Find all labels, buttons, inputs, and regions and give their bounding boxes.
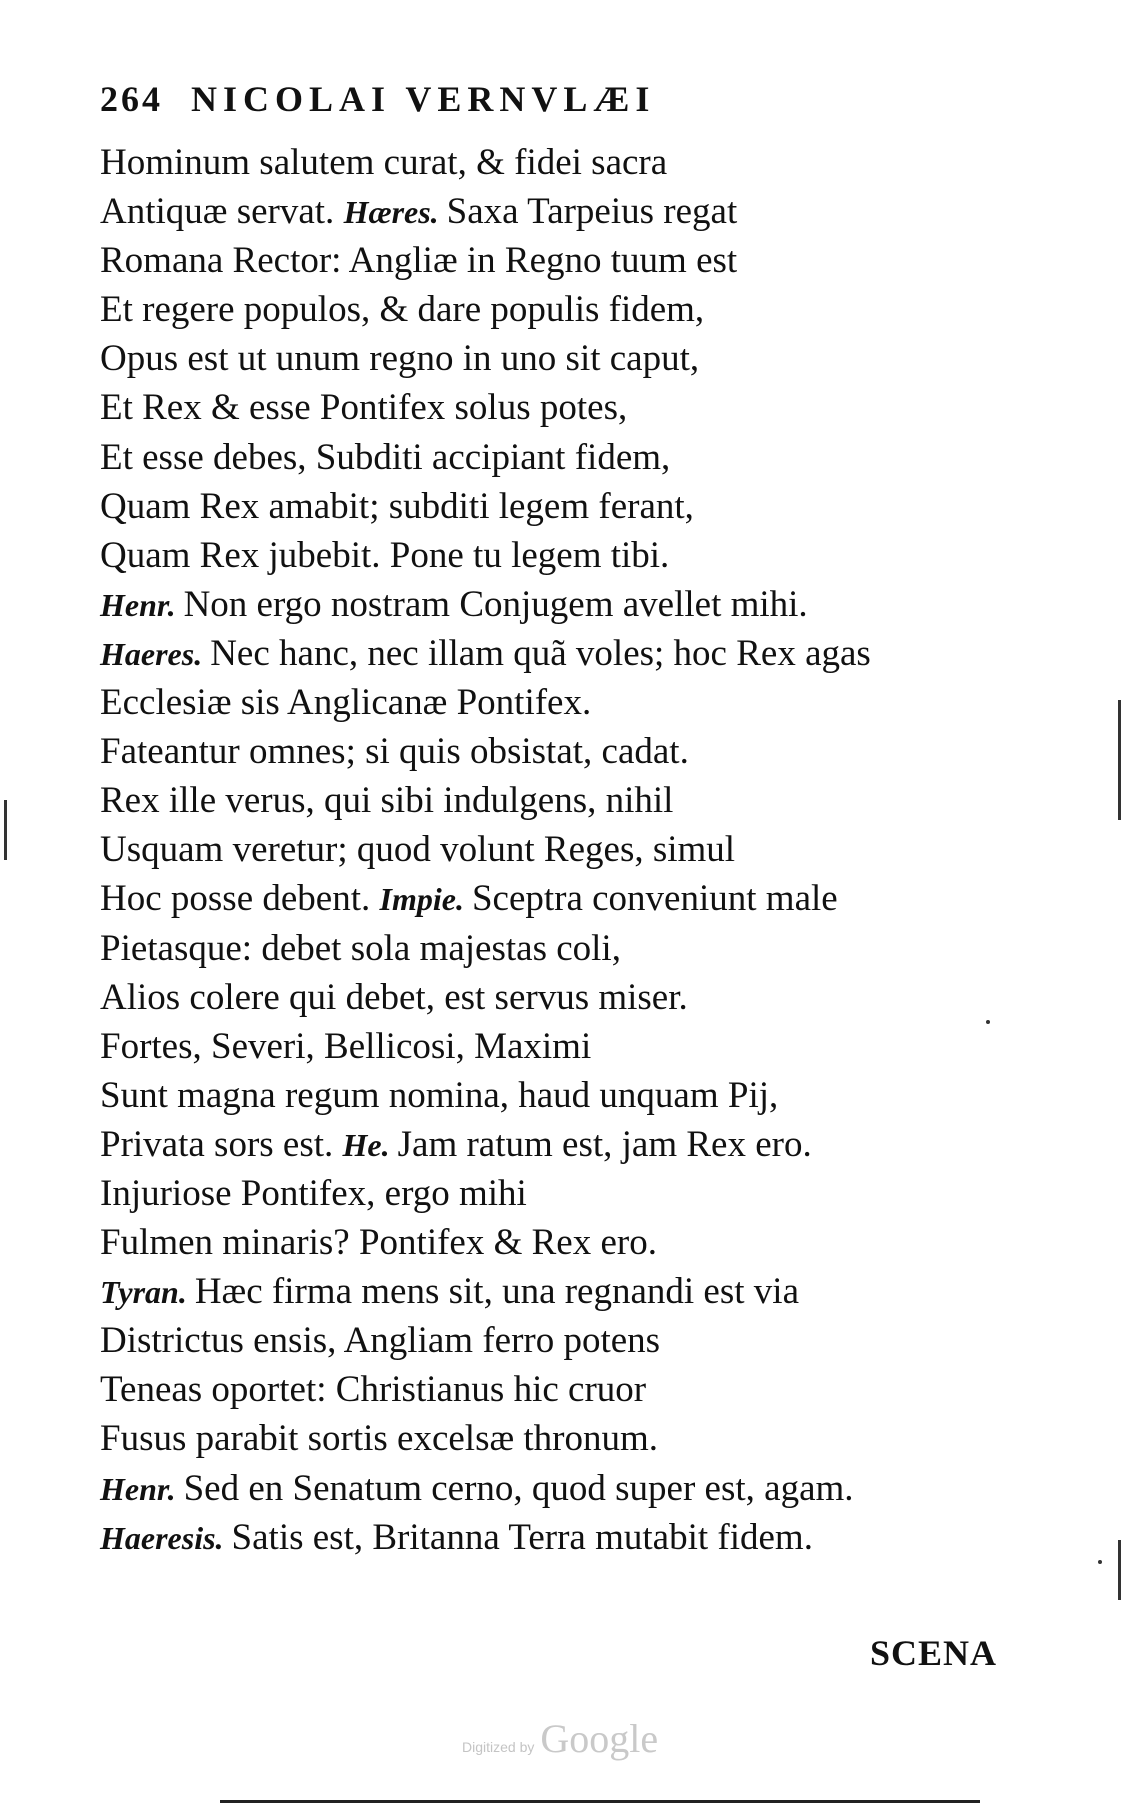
page-number: 264 xyxy=(100,79,163,119)
verse-line xyxy=(100,1267,1020,1316)
speaker-label: Tyran. xyxy=(100,1274,187,1311)
verse-line xyxy=(100,580,1020,629)
verse-line xyxy=(100,1414,1020,1463)
verse-line xyxy=(100,383,1020,432)
verse-text: Sceptra conveniunt male xyxy=(471,878,838,920)
verse-text: Et regere populos, & dare populis fidem, xyxy=(100,289,705,331)
verse-line xyxy=(100,678,1020,727)
verse-line xyxy=(100,187,1020,236)
digitized-watermark xyxy=(462,1715,658,1762)
verse-line xyxy=(100,1365,1020,1414)
stray-dot xyxy=(986,1020,990,1024)
verse-line xyxy=(100,1022,1020,1071)
catchword: SCENA xyxy=(869,1633,997,1673)
verse-text: Hoc posse debent. xyxy=(100,878,371,920)
running-title: NICOLAI VERNVLÆI xyxy=(191,79,656,119)
verse-text: Romana Rector: Angliæ in Regno tuum est xyxy=(100,240,738,282)
verse-text: Quam Rex jubebit. Pone tu legem tibi. xyxy=(100,534,670,576)
verse-line xyxy=(100,973,1020,1022)
verse-line xyxy=(100,138,1020,187)
verse-line xyxy=(100,874,1020,923)
google-logo: Google xyxy=(540,1716,659,1761)
verse-text: Et Rex & esse Pontifex solus potes, xyxy=(100,387,628,429)
speaker-label: Haeres. xyxy=(100,635,203,672)
speaker-label: Haeresis. xyxy=(100,1519,224,1556)
verse-text: Quam Rex amabit; subditi legem ferant, xyxy=(100,485,694,527)
verse-text: Fulmen minaris? Pontifex & Rex ero. xyxy=(100,1222,657,1264)
verse-text: Saxa Tarpeius regat xyxy=(446,191,738,233)
verse-text: Non ergo nostram Conjugem avellet mihi. xyxy=(183,583,808,625)
speaker-label: Impie. xyxy=(379,881,464,918)
verse-text: Ecclesiæ sis Anglicanæ Pontifex. xyxy=(100,682,592,724)
speaker-label: Henr. xyxy=(100,1470,176,1507)
speaker-label: Henr. xyxy=(100,586,176,623)
verse-text: Hæc firma mens sit, una regnandi est via xyxy=(194,1271,799,1313)
verse-text: Fateantur omnes; si quis obsistat, cadat. xyxy=(100,731,689,773)
verse-text: Satis est, Britanna Terra mutabit fidem. xyxy=(231,1516,813,1558)
verse-text: Privata sors est. xyxy=(100,1123,334,1165)
right-edge-mark xyxy=(1118,1540,1121,1600)
verse-line xyxy=(100,1218,1020,1267)
verse-text: Hominum salutem curat, & fidei sacra xyxy=(100,142,668,183)
verse-text: Nec hanc, nec illam quã voles; hoc Rex agas xyxy=(210,632,871,674)
speaker-label: Hæres. xyxy=(343,194,439,231)
verse-text: Fusus parabit sortis excelsæ thronum. xyxy=(100,1418,659,1460)
verse-line xyxy=(100,924,1020,973)
verse-line xyxy=(100,1513,1020,1562)
verse-line xyxy=(100,1169,1020,1218)
verse-text: Alios colere qui debet, est servus miser. xyxy=(100,976,688,1018)
verse-line xyxy=(100,629,1020,678)
verse-line xyxy=(100,285,1020,334)
verse-text: Opus est ut unum regno in uno sit caput, xyxy=(100,338,700,380)
left-edge-mark xyxy=(4,800,7,860)
verse-line xyxy=(100,1316,1020,1365)
verse-line xyxy=(100,727,1020,776)
verse-text: Sunt magna regum nomina, haud unquam Pij, xyxy=(100,1074,779,1116)
verse-text: Antiquæ servat. xyxy=(100,191,335,233)
verse-text: Districtus ensis, Angliam ferro potens xyxy=(100,1320,661,1362)
right-edge-mark xyxy=(1118,700,1121,820)
speaker-label: He. xyxy=(342,1126,390,1163)
verse-block xyxy=(100,138,1020,1562)
stray-dot xyxy=(1098,1560,1102,1564)
verse-line xyxy=(100,531,1020,580)
verse-line xyxy=(100,236,1020,285)
verse-text: Fortes, Severi, Bellicosi, Maximi xyxy=(100,1025,592,1067)
verse-line xyxy=(100,776,1020,825)
verse-text: Usquam veretur; quod volunt Reges, simul xyxy=(100,829,736,871)
running-header xyxy=(100,78,1000,126)
verse-line xyxy=(100,1464,1020,1513)
verse-line xyxy=(100,482,1020,531)
verse-text: Sed en Senatum cerno, quod super est, agam. xyxy=(183,1467,854,1509)
verse-text: Teneas oportet: Christianus hic cruor xyxy=(100,1369,647,1411)
verse-text: Et esse debes, Subditi accipiant fidem, xyxy=(100,436,671,478)
verse-text: Rex ille verus, qui sibi indulgens, nihil xyxy=(100,780,674,822)
verse-text: Pietasque: debet sola majestas coli, xyxy=(100,927,621,969)
bottom-rule xyxy=(220,1800,980,1803)
verse-line xyxy=(100,825,1020,874)
verse-line xyxy=(100,334,1020,383)
verse-text: Injuriose Pontifex, ergo mihi xyxy=(100,1172,527,1214)
verse-text: Jam ratum est, jam Rex ero. xyxy=(397,1123,812,1165)
watermark-prefix: Digitized by xyxy=(462,1739,535,1755)
verse-line xyxy=(100,1071,1020,1120)
verse-line xyxy=(100,433,1020,482)
verse-line xyxy=(100,1120,1020,1169)
